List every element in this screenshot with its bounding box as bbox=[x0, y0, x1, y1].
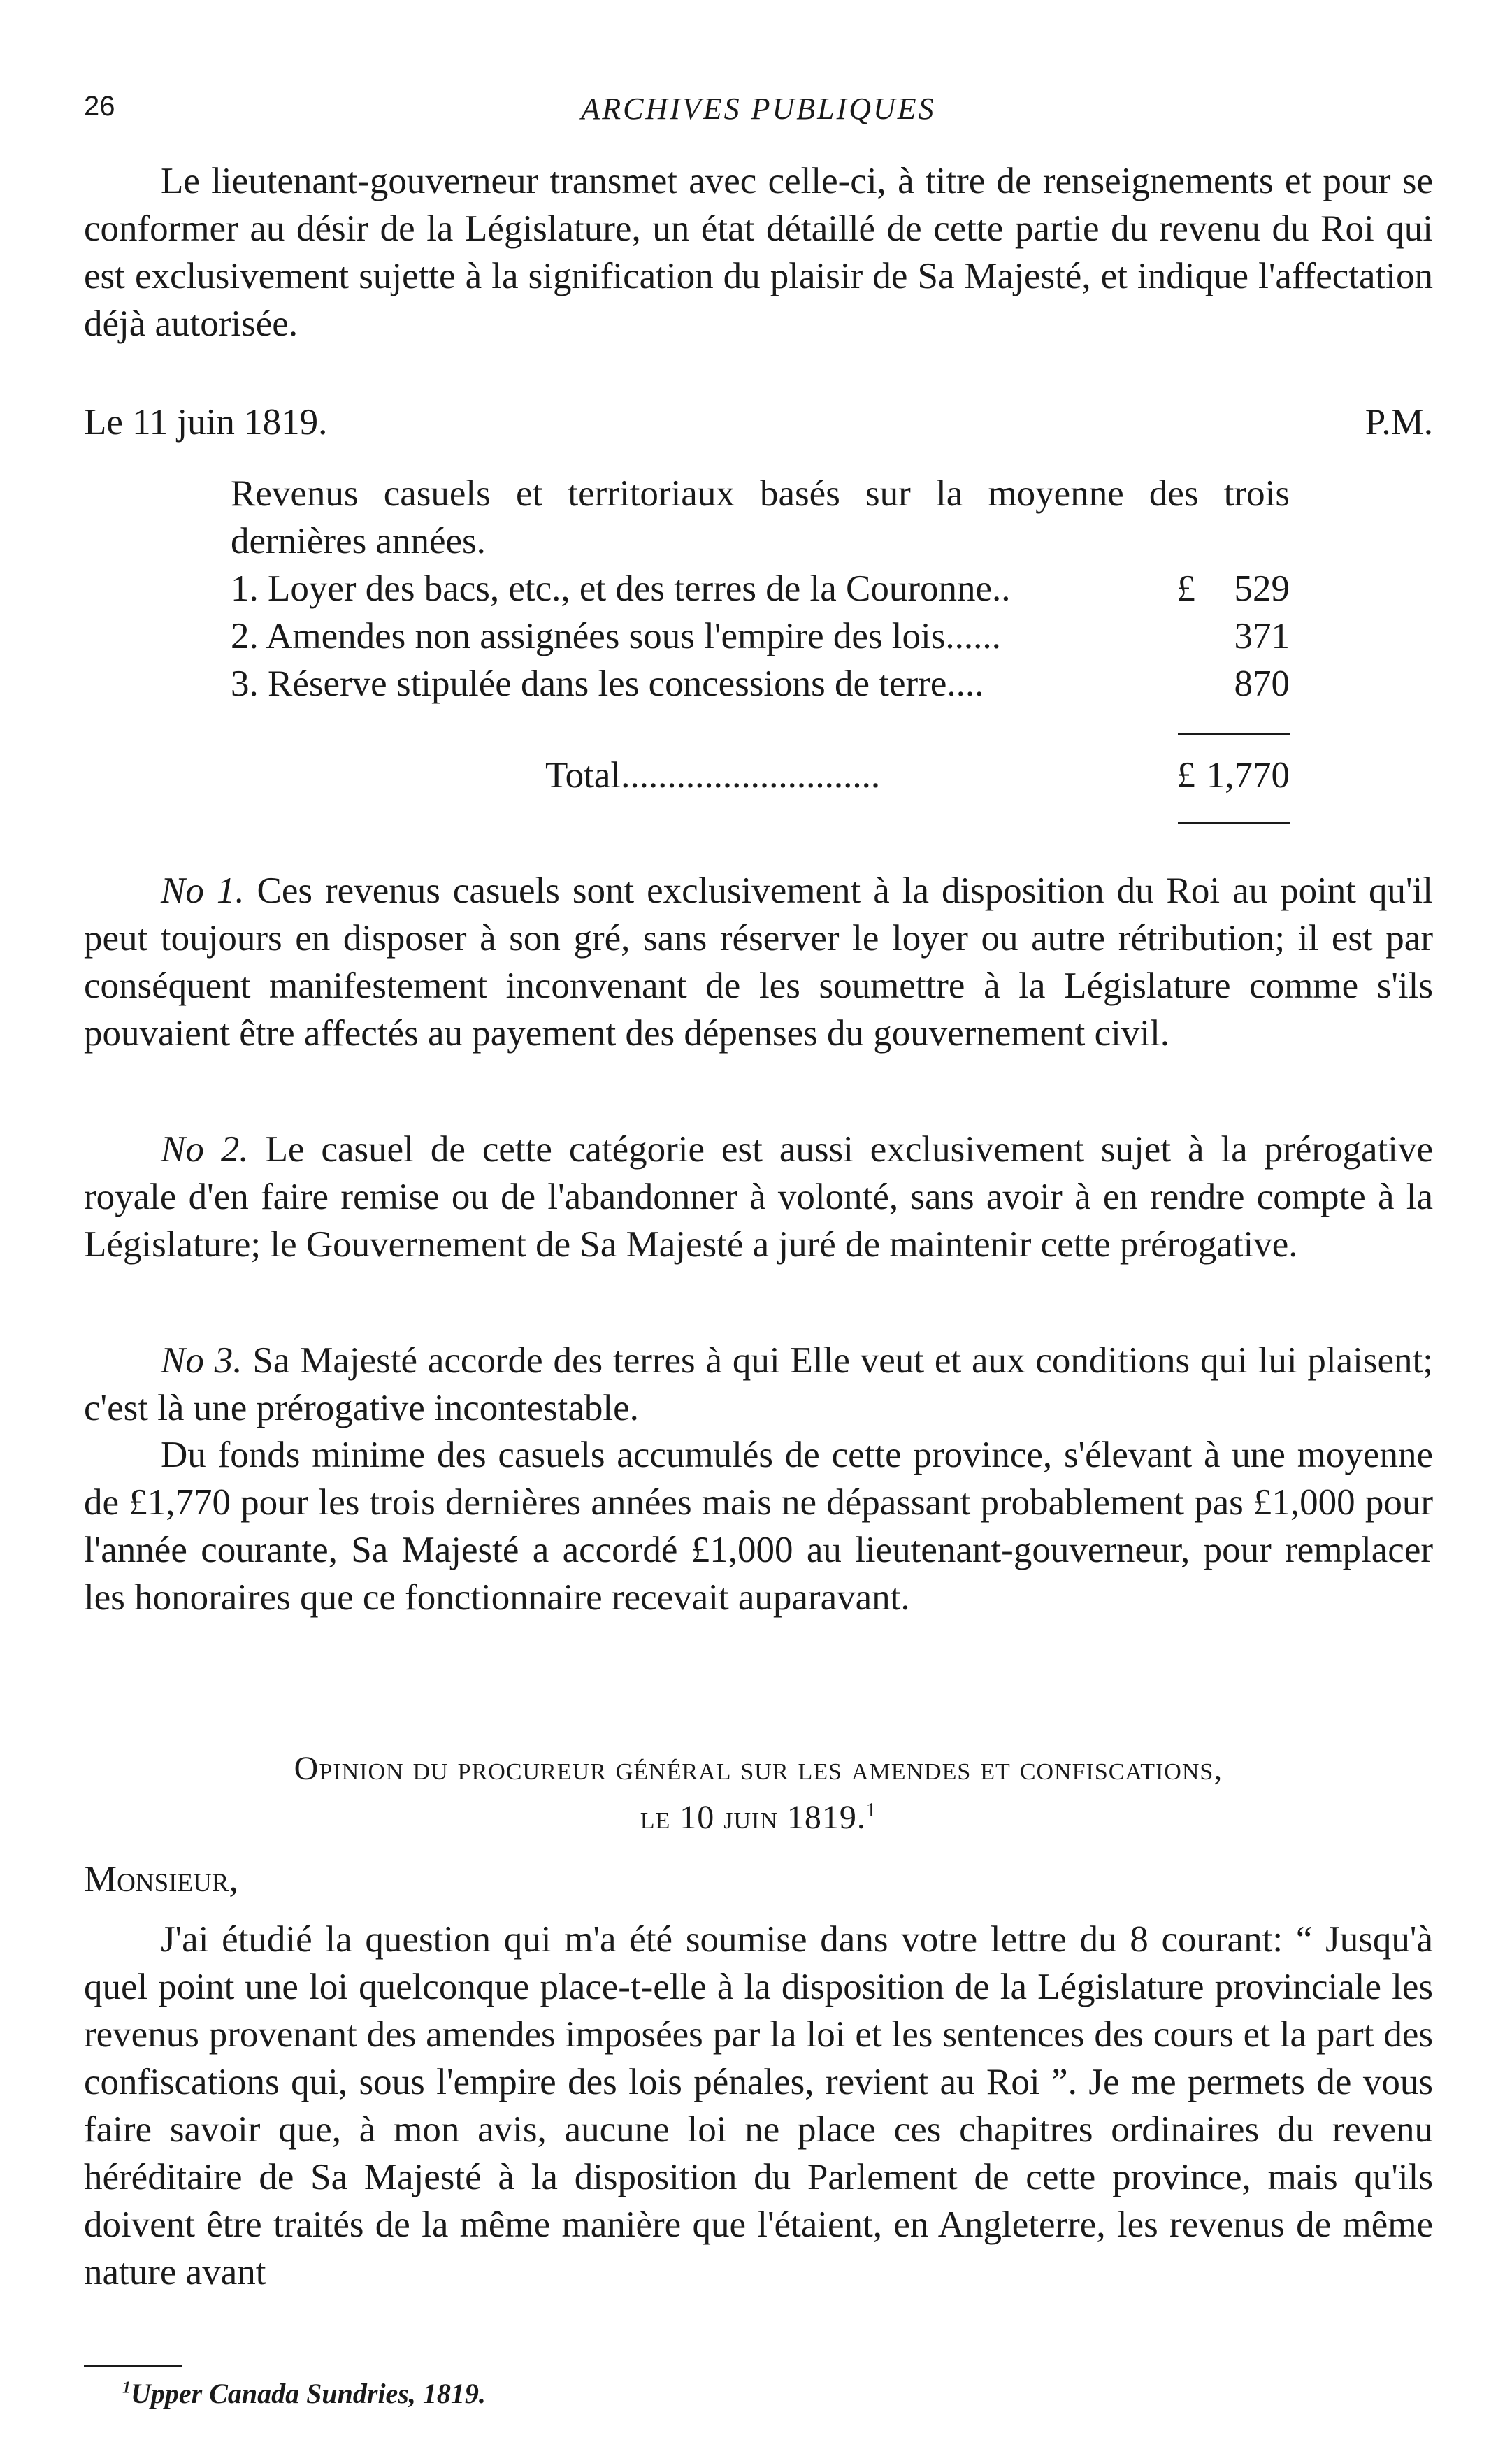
sum-rule bbox=[1178, 733, 1290, 735]
footnote-text: Upper Canada Sundries, 1819. bbox=[131, 2378, 486, 2409]
footnote bbox=[122, 2377, 486, 2410]
note-label: No 1. bbox=[161, 870, 245, 911]
note-paragraph bbox=[84, 867, 1433, 1057]
heading-line-1: Opinion du procureur général sur les amendes et confiscations, bbox=[294, 1750, 1223, 1787]
row-label: 1. Loyer des bacs, etc., et des terres de la Couronne.. bbox=[231, 568, 1011, 609]
footnote-rule bbox=[84, 2365, 182, 2367]
note-paragraph bbox=[84, 1126, 1433, 1268]
note-text: Ces revenus casuels sont exclusivement à la disposition du Roi au point qu'il peut toujours en disposer à son gré, sans réserver le loyer ou autre rétribution; il est par conséquent manifestement inconvenant de les soumettre à la Législature comme s'ils pouvaient être affectés au payement des dépenses du gouvernement civil. bbox=[84, 870, 1433, 1054]
row-amount: 529 bbox=[1234, 568, 1290, 609]
table-caption: Revenus casuels et territoriaux basés sur la moyenne des trois dernières années. bbox=[231, 473, 1290, 561]
revenue-table bbox=[231, 470, 1290, 708]
dateline bbox=[84, 399, 1433, 446]
row-label: 3. Réserve stipulée dans les concessions de terre.... bbox=[231, 663, 984, 704]
row-label: 2. Amendes non assignées sous l'empire des lois...... bbox=[231, 616, 1001, 656]
note-paragraph bbox=[84, 1337, 1433, 1432]
page-header bbox=[84, 91, 1433, 140]
note-text: Le casuel de cette catégorie est aussi exclusivement sujet à la prérogative royale d'en faire remise ou de l'abandonner à volonté, sans avoir à en rendre compte à la Législature; le Gouvernement de Sa Majesté a juré de maintenir cette prérogative. bbox=[84, 1129, 1433, 1265]
letter-date: Le 11 juin 1819. bbox=[84, 402, 328, 443]
table-row bbox=[231, 660, 1290, 708]
total-currency: £ bbox=[1176, 755, 1195, 796]
table-row bbox=[231, 612, 1290, 660]
closing-paragraph: Du fonds minime des casuels accumulés de cette province, s'élevant à une moyenne de £1,770 pour les trois dernières années mais ne dépassant probablement pas £1,000 pour l'année courante, Sa Majesté a accordé £1,000 au lieutenant-gouverneur, pour remplacer les honoraires que ce fonctionnaire recevait auparavant. bbox=[84, 1435, 1433, 1618]
note-label: No 3. bbox=[161, 1340, 243, 1381]
footnote-mark: 1 bbox=[122, 2379, 131, 2397]
total-label: Total............................ bbox=[545, 755, 881, 796]
running-head: ARCHIVES PUBLIQUES bbox=[581, 92, 936, 126]
heading-line-2 bbox=[84, 1793, 1433, 1842]
signature-initials: P.M. bbox=[1365, 402, 1433, 443]
note-text: Sa Majesté accorde des terres à qui Elle veut et aux conditions qui lui plaisent; c'est là une prérogative incontestable. bbox=[84, 1340, 1434, 1428]
row-amount: 870 bbox=[1234, 663, 1290, 704]
note-label: No 2. bbox=[161, 1129, 249, 1170]
row-currency: £ bbox=[1176, 568, 1195, 609]
intro-paragraph: Le lieutenant-gouverneur transmet avec celle-ci, à titre de renseignements et pour se conformer au désir de la Législature, un état détaillé de cette partie du revenu du Roi qui est exclusivement sujette à la signification du plaisir de Sa Majesté, et indique l'affectation déjà autorisée. bbox=[84, 161, 1433, 344]
letter-paragraph: J'ai étudié la question qui m'a été soumise dans votre lettre du 8 courant: “ Jusqu'à quel point une loi quelconque place-t-elle à la disposition de la Législature provinciale les revenus provenant des amendes imposées par la loi et les sentences des cours et la part des confiscations qui, sous l'empire des lois pénales, revient au Roi ”. Je me permets de vous faire savoir que, à mon avis, aucune loi ne place ces chapitres ordinaires du revenu héréditaire de Sa Majesté à la disposition du Parlement de cette province, mais qu'ils doivent être traités de la même manière que l'étaient, en Angleterre, les revenus de même nature avant bbox=[84, 1919, 1433, 2293]
salutation: Monsieur, bbox=[84, 1859, 238, 1900]
table-row bbox=[231, 565, 1290, 612]
section-heading bbox=[84, 1744, 1433, 1842]
total-amount: 1,770 bbox=[1206, 755, 1290, 796]
total-rule bbox=[1178, 822, 1290, 824]
row-amount: 371 bbox=[1234, 616, 1290, 656]
page-number: 26 bbox=[84, 91, 115, 122]
footnote-reference: 1 bbox=[865, 1799, 877, 1821]
heading-date: le 10 juin 1819. bbox=[640, 1799, 866, 1836]
